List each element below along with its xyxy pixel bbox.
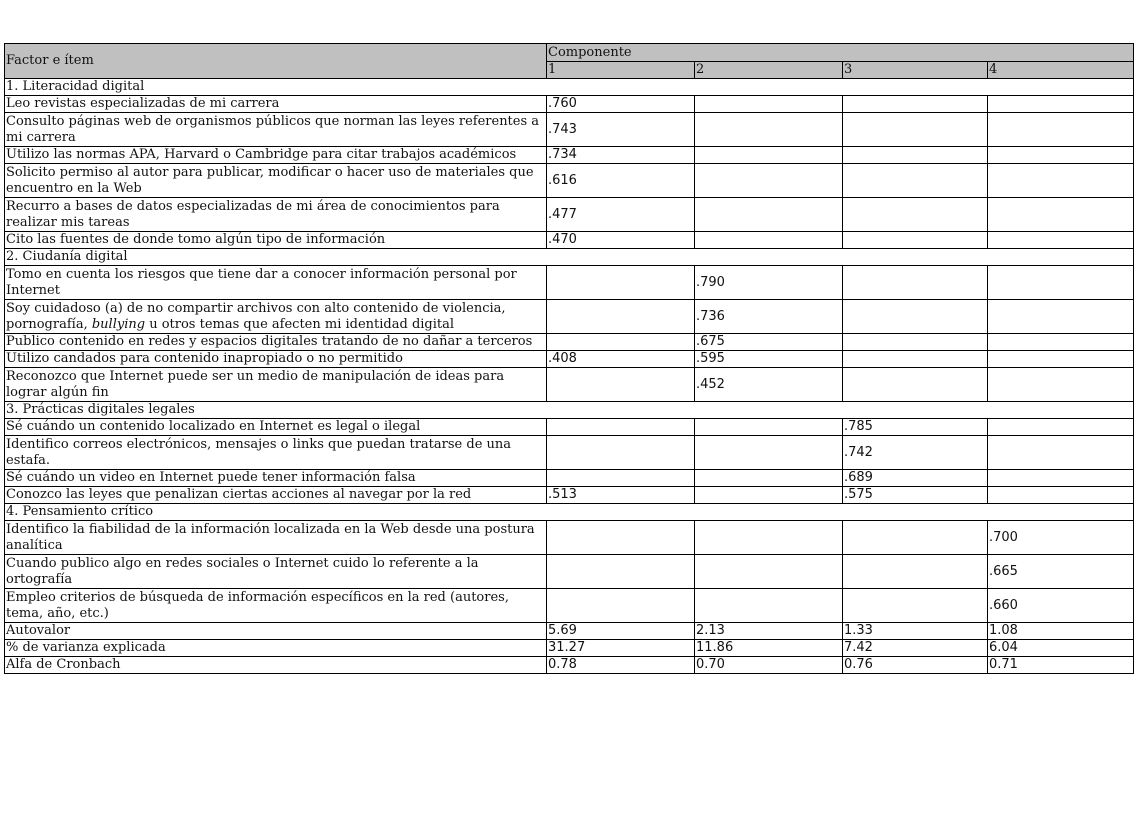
loading-value: [843, 521, 988, 555]
loading-value: .595: [695, 351, 843, 368]
loading-value: .785: [843, 419, 988, 436]
table-row: [5, 164, 1134, 198]
item-text: Sé cuándo un contenido localizado en Internet es legal o ilegal: [5, 419, 547, 436]
item-text-part: Soy cuidadoso (a) de no compartir archivos con alto contenido de violencia, pornografía,: [6, 300, 506, 332]
table-row: [5, 266, 1134, 300]
section-title: 1. Literacidad digital: [5, 79, 1134, 96]
table-row: [5, 351, 1134, 368]
loading-value: [843, 555, 988, 589]
summary-value: 1.08: [988, 623, 1134, 640]
loading-value: .665: [988, 555, 1134, 589]
component-number: 2: [695, 62, 843, 79]
loading-value: .575: [843, 487, 988, 504]
summary-value: 0.71: [988, 657, 1134, 674]
item-text: Identifico correos electrónicos, mensajes o links que puedan tratarse de una estafa.: [5, 436, 547, 470]
loading-value: [843, 198, 988, 232]
loading-value: .760: [547, 96, 695, 113]
item-text: Tomo en cuenta los riesgos que tiene dar a conocer información personal por Internet: [5, 266, 547, 300]
table-row: [5, 96, 1134, 113]
table-row: [5, 334, 1134, 351]
loading-value: .660: [988, 589, 1134, 623]
summary-value: 0.70: [695, 657, 843, 674]
item-text: Publico contenido en redes y espacios digitales tratando de no dañar a terceros: [5, 334, 547, 351]
loading-value: [843, 147, 988, 164]
loading-value: [695, 113, 843, 147]
item-text: Empleo criterios de búsqueda de información específicos en la red (autores, tema, año, etc.): [5, 589, 547, 623]
item-text: Utilizo candados para contenido inapropiado o no permitido: [5, 351, 547, 368]
item-text: Conozco las leyes que penalizan ciertas acciones al navegar por la red: [5, 487, 547, 504]
item-text: Leo revistas especializadas de mi carrera: [5, 96, 547, 113]
summary-row: [5, 623, 1134, 640]
loading-value: [988, 351, 1134, 368]
loading-value: .675: [695, 334, 843, 351]
loading-value: .513: [547, 487, 695, 504]
loading-value: .470: [547, 232, 695, 249]
loading-value: .743: [547, 113, 695, 147]
loading-value: .742: [843, 436, 988, 470]
loading-value: [547, 419, 695, 436]
summary-value: 6.04: [988, 640, 1134, 657]
loading-value: [988, 164, 1134, 198]
factor-item-header: Factor e ítem: [5, 44, 547, 79]
table-row: [5, 147, 1134, 164]
loading-value: [988, 419, 1134, 436]
loading-value: [695, 521, 843, 555]
loading-value: [988, 113, 1134, 147]
component-header: Componente: [547, 44, 1134, 62]
loading-value: [695, 96, 843, 113]
item-text: Cuando publico algo en redes sociales o Internet cuido lo referente a la ortografía: [5, 555, 547, 589]
loading-value: .408: [547, 351, 695, 368]
loading-value: [843, 96, 988, 113]
table-row: [5, 589, 1134, 623]
component-number: 1: [547, 62, 695, 79]
loading-value: [843, 113, 988, 147]
table-row: [5, 470, 1134, 487]
loading-value: [547, 555, 695, 589]
loading-value: [843, 232, 988, 249]
summary-value: 7.42: [843, 640, 988, 657]
item-text: Solicito permiso al autor para publicar, modificar o hacer uso de materiales que encuentro en la Web: [5, 164, 547, 198]
table-row: [5, 300, 1134, 334]
summary-label: Autovalor: [5, 623, 547, 640]
loading-value: [988, 198, 1134, 232]
item-text: Cito las fuentes de donde tomo algún tipo de información: [5, 232, 547, 249]
loading-value: .790: [695, 266, 843, 300]
loading-value: [843, 351, 988, 368]
loading-value: [547, 436, 695, 470]
loading-value: .736: [695, 300, 843, 334]
loading-value: [547, 521, 695, 555]
factor-analysis-table: [4, 43, 1134, 674]
summary-row: [5, 640, 1134, 657]
loading-value: [988, 487, 1134, 504]
loading-value: [988, 147, 1134, 164]
summary-label: Alfa de Cronbach: [5, 657, 547, 674]
summary-value: 2.13: [695, 623, 843, 640]
loading-value: [988, 266, 1134, 300]
component-number: 4: [988, 62, 1134, 79]
loading-value: [547, 266, 695, 300]
loading-value: [547, 470, 695, 487]
summary-value: 31.27: [547, 640, 695, 657]
item-text: Reconozco que Internet puede ser un medio de manipulación de ideas para lograr algún fin: [5, 368, 547, 402]
loading-value: [988, 470, 1134, 487]
summary-value: 0.78: [547, 657, 695, 674]
loading-value: [695, 419, 843, 436]
summary-label: % de varianza explicada: [5, 640, 547, 657]
loading-value: [547, 589, 695, 623]
section-title: 2. Ciudanía digital: [5, 249, 1134, 266]
table-row: [5, 487, 1134, 504]
loading-value: [843, 266, 988, 300]
summary-value: 0.76: [843, 657, 988, 674]
table-row: [5, 436, 1134, 470]
loading-value: [695, 555, 843, 589]
loading-value: .689: [843, 470, 988, 487]
table-row: [5, 555, 1134, 589]
loading-value: .734: [547, 147, 695, 164]
loading-value: [547, 300, 695, 334]
table-row: [5, 368, 1134, 402]
table-row: [5, 232, 1134, 249]
loading-value: [988, 334, 1134, 351]
loading-value: [695, 589, 843, 623]
item-text-part: u otros temas que afecten mi identidad digital: [145, 316, 455, 332]
table-row: [5, 113, 1134, 147]
component-number: 3: [843, 62, 988, 79]
item-text-emphasis: bullying: [91, 316, 146, 332]
loading-value: [843, 589, 988, 623]
loading-value: [695, 470, 843, 487]
item-text: Consulto páginas web de organismos públicos que norman las leyes referentes a mi carrera: [5, 113, 547, 147]
loading-value: [695, 164, 843, 198]
loading-value: [843, 164, 988, 198]
loading-value: [695, 436, 843, 470]
item-text: Sé cuándo un video en Internet puede tener información falsa: [5, 470, 547, 487]
summary-row: [5, 657, 1134, 674]
item-text: Utilizo las normas APA, Harvard o Cambridge para citar trabajos académicos: [5, 147, 547, 164]
section-title: 4. Pensamiento crítico: [5, 504, 1134, 521]
loading-value: [547, 334, 695, 351]
loading-value: [988, 436, 1134, 470]
loading-value: [695, 487, 843, 504]
loading-value: .616: [547, 164, 695, 198]
table-row: [5, 521, 1134, 555]
summary-value: 1.33: [843, 623, 988, 640]
loading-value: [695, 198, 843, 232]
loading-value: [843, 368, 988, 402]
item-text: [5, 300, 547, 334]
loading-value: [988, 96, 1134, 113]
loading-value: .452: [695, 368, 843, 402]
summary-value: 11.86: [695, 640, 843, 657]
loading-value: .477: [547, 198, 695, 232]
section-title: 3. Prácticas digitales legales: [5, 402, 1134, 419]
loading-value: [695, 232, 843, 249]
loading-value: [695, 147, 843, 164]
loading-value: [988, 300, 1134, 334]
summary-value: 5.69: [547, 623, 695, 640]
loading-value: [843, 300, 988, 334]
table-row: [5, 419, 1134, 436]
loading-value: [988, 232, 1134, 249]
table-row: [5, 198, 1134, 232]
loading-value: [547, 368, 695, 402]
item-text: Recurro a bases de datos especializadas de mi área de conocimientos para realizar mis tareas: [5, 198, 547, 232]
loading-value: .700: [988, 521, 1134, 555]
item-text: Identifico la fiabilidad de la información localizada en la Web desde una postura analítica: [5, 521, 547, 555]
loading-value: [843, 334, 988, 351]
loading-value: [988, 368, 1134, 402]
